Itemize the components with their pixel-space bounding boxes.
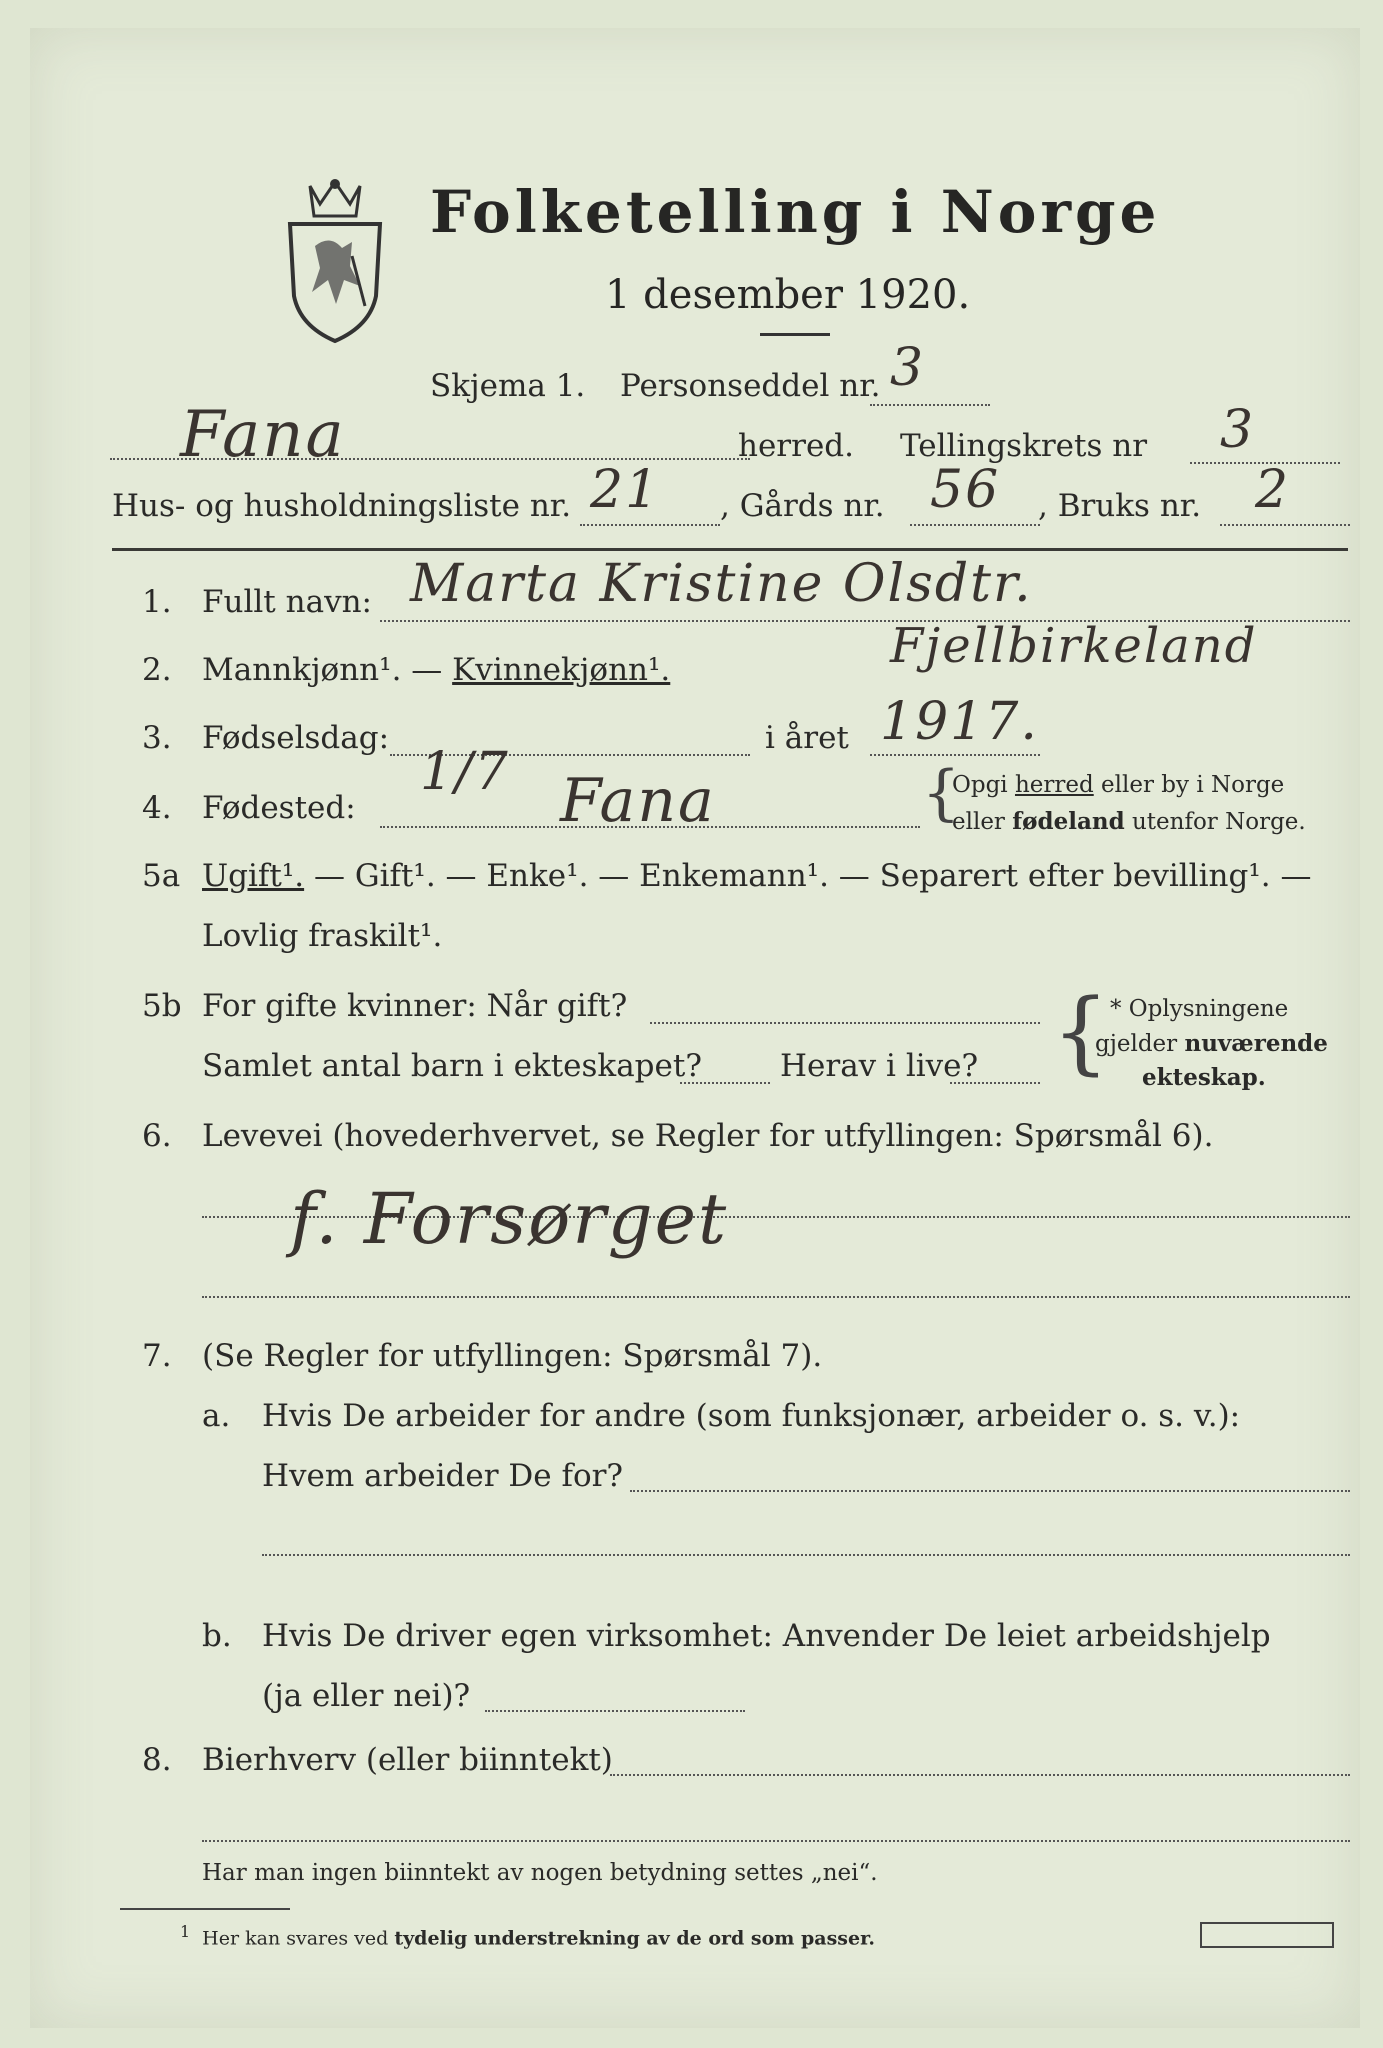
q5a-text (202, 858, 1311, 894)
q5a-line2: Lovlig fraskilt¹. (202, 918, 443, 954)
q5b-line2: Samlet antal barn i ekteskapet? (202, 1048, 702, 1084)
q7-label: (Se Regler for utfyllingen: Spørsmål 7). (202, 1338, 823, 1374)
q2-male: Mannkjønn¹. — (202, 652, 453, 688)
q4-note-a-post: eller by i Norge (1093, 772, 1285, 798)
tellingskrets-value: 3 (1220, 400, 1256, 460)
q4-value: Fana (560, 766, 716, 836)
q4-note-b-post: utenfor Norge. (1124, 809, 1306, 835)
q5b-number: 5b (142, 988, 182, 1024)
bruks-label: , Bruks nr. (1038, 488, 1202, 524)
footnote-number: 1 (180, 1922, 191, 1941)
biinntekt-note: Har man ingen biinntekt av nogen betydning settes „nei“. (202, 1860, 878, 1886)
q7b-line1: Hvis De driver egen virksomhet: Anvender De leiet arbeidshjelp (262, 1618, 1271, 1654)
q8-label: Bierhverv (eller biinntekt) (202, 1742, 613, 1778)
q4-label: Fødested: (202, 790, 356, 826)
footnote-text-b: tydelig understrekning av de ord som passer. (394, 1927, 875, 1950)
q4-note-line2 (952, 808, 1306, 835)
q7a-line1: Hvis De arbeider for andre (som funksjonær, arbeider o. s. v.): (262, 1398, 1241, 1434)
q4-note-b-pre: eller (952, 809, 1013, 835)
footnote (180, 1922, 875, 1949)
herred-value: Fana (180, 398, 346, 472)
q4-note-line1 (952, 772, 1284, 798)
hus-line (580, 524, 720, 526)
q5b-note2 (1095, 1030, 1328, 1057)
q7a-line3-dots (262, 1554, 1350, 1556)
q6-value: f. Forsørget (290, 1178, 729, 1260)
q2-female: Kvinnekjønn¹. (452, 652, 671, 688)
q5a-number: 5a (142, 858, 181, 894)
q5b-line2b: Herav i live? (780, 1048, 979, 1084)
bruks-line (1220, 524, 1350, 526)
q6-line2 (202, 1296, 1350, 1298)
q4-number: 4. (142, 790, 172, 826)
q5b-note1: * Oplysningene (1110, 996, 1289, 1022)
q5a-rest: — Gift¹. — Enke¹. — Enkemann¹. — Separert efter bevilling¹. — (304, 858, 1312, 894)
q2-number: 2. (142, 652, 172, 688)
q4-note-a-pre: Opgi (952, 772, 1015, 798)
tellingskrets-label: Tellingskrets nr (900, 428, 1148, 464)
q3-year-label: i året (765, 720, 849, 756)
bruks-value: 2 (1255, 460, 1291, 520)
q4-brace: { (922, 758, 961, 828)
q3-year-line (870, 754, 1040, 756)
hus-label: Hus- og husholdningsliste nr. (112, 488, 572, 524)
q1-number: 1. (142, 584, 172, 620)
q4-note-b-bold: fødeland (1012, 808, 1125, 835)
q4-note-a-ul: herred (1014, 772, 1094, 798)
q8-line2 (202, 1840, 1350, 1842)
footnote-text-a: Her kan svares ved (202, 1927, 395, 1950)
form-title: Folketelling i Norge (430, 178, 1161, 246)
q7a-number: a. (202, 1398, 231, 1434)
header-divider (112, 548, 1348, 551)
coat-of-arms-icon (270, 176, 400, 346)
gards-line (910, 524, 1040, 526)
q2-text (202, 652, 670, 688)
skjema-label: Skjema 1. (430, 368, 586, 404)
q6-label: Levevei (hovederhvervet, se Regler for utfyllingen: Spørsmål 6). (202, 1118, 1214, 1154)
q5b-line1: For gifte kvinner: Når gift? (202, 988, 628, 1024)
q5b-note2-a: gjelder (1095, 1031, 1185, 1057)
q7-number: 7. (142, 1338, 172, 1374)
hus-value: 21 (590, 460, 661, 520)
herred-label: herred. (738, 428, 854, 464)
q3-label: Fødselsdag: (202, 720, 390, 756)
census-form-page (30, 28, 1360, 2028)
q8-number: 8. (142, 1742, 172, 1778)
personseddel-label: Personseddel nr. (620, 368, 881, 404)
q7a-line2-dots (630, 1490, 1350, 1492)
title-ornament (760, 333, 830, 336)
q7a-line2: Hvem arbeider De for? (262, 1458, 624, 1494)
q1-value: Marta Kristine Olsdtr. (410, 554, 1033, 614)
q8-line1 (610, 1774, 1350, 1776)
q4-line (380, 826, 920, 828)
printer-stamp (1200, 1922, 1334, 1948)
gards-value: 56 (930, 460, 1001, 520)
personseddel-value: 3 (890, 338, 926, 398)
q5b-line1-dots (650, 1022, 1040, 1024)
q7b-line2-dots (485, 1710, 745, 1712)
q5b-line2b-dots (950, 1082, 1040, 1084)
footnote-rule (120, 1908, 290, 1910)
q1-label: Fullt navn: (202, 584, 372, 620)
q7b-number: b. (202, 1618, 232, 1654)
q5b-brace: { (1052, 980, 1110, 1085)
gards-label: , Gårds nr. (720, 488, 885, 524)
q3-value: 1/7 (420, 742, 510, 802)
q3-number: 3. (142, 720, 172, 756)
q6-number: 6. (142, 1118, 172, 1154)
q5b-line2-dots (680, 1082, 770, 1084)
q7b-line2: (ja eller nei)? (262, 1678, 471, 1714)
q5b-note2-b: nuværende (1184, 1030, 1328, 1057)
personseddel-line (870, 404, 990, 406)
q1-extra: Fjellbirkeland (890, 618, 1258, 674)
q5b-note3: ekteskap. (1142, 1064, 1266, 1091)
form-date: 1 desember 1920. (605, 272, 971, 318)
q5a-ugift: Ugift¹. (202, 858, 305, 894)
q3-year-value: 1917. (880, 692, 1039, 752)
